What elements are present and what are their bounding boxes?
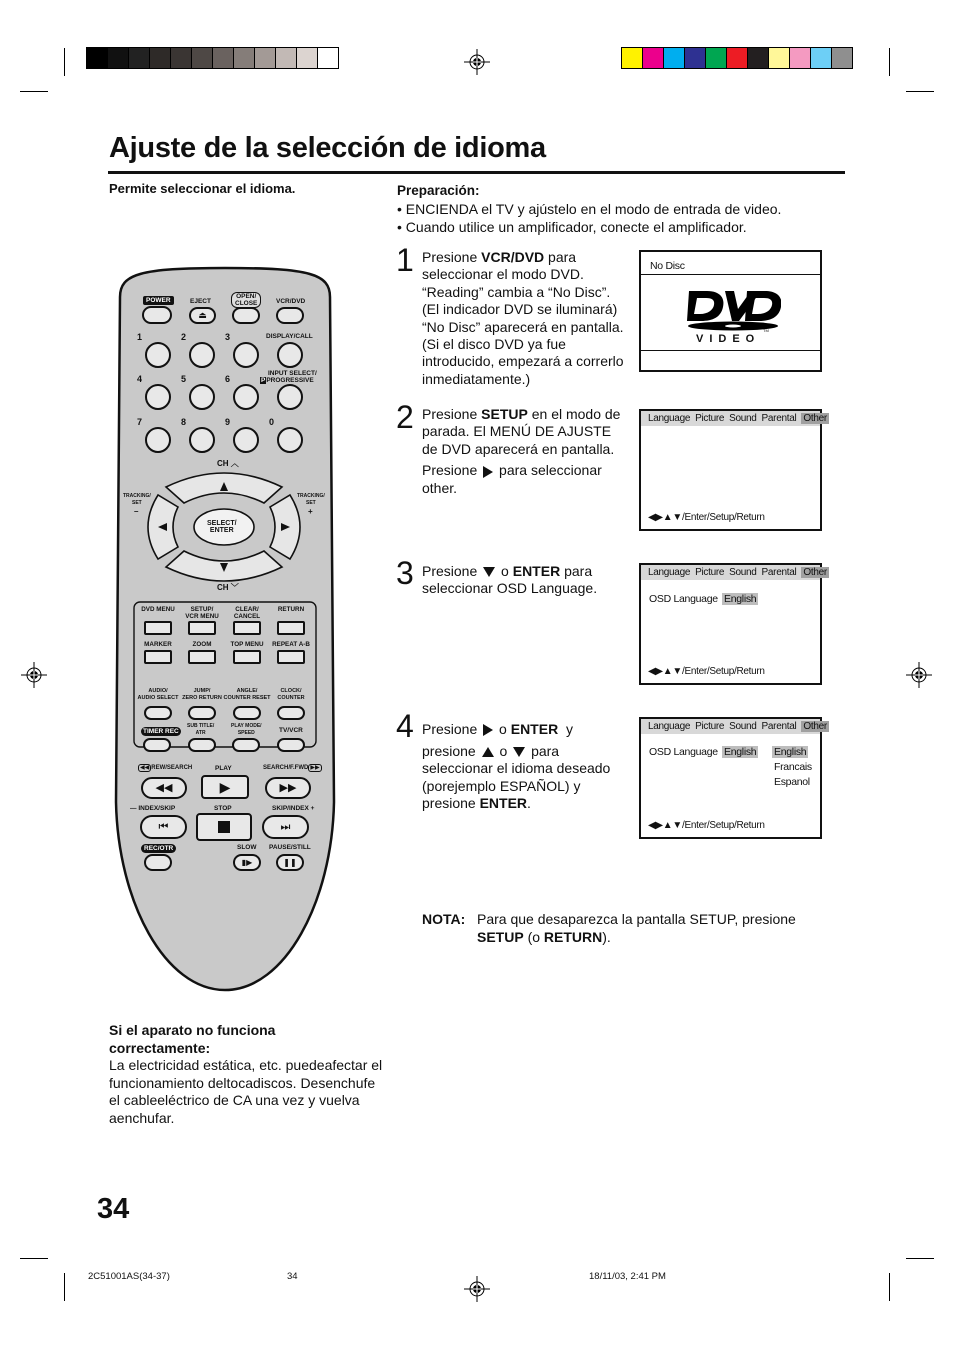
- nav-down-button[interactable]: [184, 560, 264, 580]
- label-text: TRACKING/ SET: [123, 493, 151, 506]
- crop-mark: [20, 1258, 48, 1259]
- footer-text: /Enter/Setup/Return: [681, 666, 765, 677]
- step-number: 2: [396, 399, 414, 435]
- panel-label: TOP MENU: [230, 641, 264, 648]
- label-text: SEARCH/F.FWD: [263, 765, 309, 771]
- slow-label: SLOW: [237, 844, 257, 851]
- eject-label: EJECT: [190, 298, 211, 305]
- crop-mark: [64, 48, 65, 76]
- digit-label: 7: [137, 417, 143, 427]
- key-label: ENTER: [512, 563, 561, 579]
- list-item: • Cuando utilice un amplificador, conecte el amplificador.: [397, 219, 781, 237]
- open-close-button[interactable]: [232, 307, 260, 324]
- color-swatch: [170, 47, 192, 69]
- select-enter-button[interactable]: [207, 520, 237, 534]
- tv-vcr-button[interactable]: [277, 738, 305, 752]
- rec-otr-button[interactable]: [144, 854, 172, 871]
- arrows-icon: ◀▶▲▼: [648, 820, 682, 831]
- step-text: Presione: [422, 249, 482, 265]
- fast-forward-button[interactable]: [265, 777, 311, 799]
- step-text: o: [499, 721, 507, 737]
- color-swatch: [296, 47, 318, 69]
- panel-button[interactable]: [277, 650, 305, 664]
- step-text: para seleccionar OSD Language.: [422, 563, 598, 597]
- digit-label: 6: [225, 374, 231, 384]
- digit-button[interactable]: [277, 427, 303, 453]
- note-text-3: ).: [602, 928, 611, 945]
- digit-button[interactable]: [233, 342, 259, 368]
- preparation-heading: Preparación:: [397, 183, 480, 198]
- trouble-section: [109, 1022, 389, 1127]
- index-skip-label: [130, 805, 175, 812]
- label-text: SUB TITLE/ ATR: [187, 723, 215, 736]
- note: [422, 911, 817, 946]
- eject-icon: ⏏: [198, 310, 207, 320]
- divider: [641, 350, 820, 351]
- step-text: .: [527, 795, 531, 812]
- function-round-button[interactable]: [277, 384, 303, 410]
- tv-vcr-label: TV/VCR: [279, 727, 303, 734]
- osd-language-value: English: [724, 746, 757, 758]
- color-swatch: [212, 47, 234, 69]
- tracking-minus-label: –: [134, 507, 139, 516]
- tab-other: Other: [803, 567, 827, 578]
- play-button[interactable]: [201, 775, 249, 799]
- pause-icon: ❚❚: [283, 858, 297, 867]
- screen-footer: [648, 820, 765, 831]
- pause-still-label: PAUSE/STILL: [269, 844, 311, 851]
- panel-button[interactable]: [277, 706, 305, 720]
- step-text: para seleccionar other.: [422, 462, 602, 496]
- option-english: English: [774, 746, 807, 758]
- color-swatch: [768, 47, 790, 69]
- play-mode-label: [231, 723, 262, 737]
- stop-icon: [218, 821, 230, 833]
- panel-button[interactable]: [188, 621, 216, 635]
- panel-label: ANGLE/ COUNTER RESET: [223, 688, 271, 701]
- pause-button[interactable]: [276, 854, 304, 871]
- step-text: y: [565, 721, 573, 737]
- step-number: 1: [396, 242, 414, 278]
- ffwd-badge-icon: ▶▶: [310, 765, 320, 771]
- grayscale-bar: [86, 47, 338, 69]
- panel-label: DVD MENU: [141, 606, 175, 613]
- tab-language: Language: [648, 721, 691, 732]
- panel-button[interactable]: [233, 706, 261, 720]
- rewind-icon: ◀◀: [155, 782, 173, 794]
- key-label: SETUP: [481, 406, 528, 422]
- panel-button[interactable]: [277, 621, 305, 635]
- key-label: ENTER: [510, 721, 559, 737]
- crop-mark: [906, 1258, 934, 1259]
- key-label: RETURN: [543, 928, 603, 945]
- color-swatch: [317, 47, 339, 69]
- skip-forward-icon: ⏭: [280, 821, 291, 833]
- minus-icon: —: [130, 805, 137, 812]
- nav-right-button[interactable]: [280, 502, 302, 552]
- menu-bar: [641, 411, 827, 426]
- lead-text: Permite seleccionar el idioma.: [109, 181, 296, 196]
- note-text-1: Para que desaparezca la pantalla SETUP, presione: [477, 911, 796, 927]
- osd-language-label: OSD Language: [649, 593, 718, 605]
- rewind-badge-icon: ◀◀: [140, 765, 150, 771]
- up-arrow-icon: [482, 747, 494, 757]
- tab-language: Language: [648, 567, 691, 578]
- panel-button[interactable]: [188, 650, 216, 664]
- panel-button[interactable]: [188, 706, 216, 720]
- label-text: PLAY MODE/ SPEED: [231, 723, 262, 736]
- tab-sound: Sound: [729, 567, 757, 578]
- color-swatch: [642, 47, 664, 69]
- ch-down-label: [217, 584, 239, 591]
- rew-search-label: [138, 765, 192, 772]
- digit-label: 8: [181, 417, 187, 427]
- skip-back-button[interactable]: [140, 815, 187, 839]
- slow-button[interactable]: [233, 854, 261, 871]
- tab-parental: Parental: [761, 413, 797, 424]
- panel-button[interactable]: [144, 621, 172, 635]
- step-text: Presione: [422, 406, 482, 422]
- input-select-label: INPUT SELECT/: [268, 370, 317, 377]
- trouble-text: La electricidad estática, etc. puedeafectar el funcionamiento deltocadiscos. Desenchufe el cableeléctrico de CA una vez y vuelva aenchufar.: [109, 1057, 383, 1126]
- subtitle-label: [187, 723, 214, 737]
- remote-control: [110, 262, 340, 994]
- label-text: REW/SEARCH: [151, 765, 193, 771]
- panel-button[interactable]: [144, 650, 172, 664]
- down-arrow-icon: [483, 567, 495, 577]
- tab-other: Other: [803, 721, 827, 732]
- screen-footer: [648, 666, 765, 677]
- function-round-button[interactable]: [277, 342, 303, 368]
- preparation-list: [397, 201, 781, 236]
- play-label: PLAY: [215, 765, 232, 772]
- label-text: CH: [217, 459, 229, 468]
- tab-picture: Picture: [695, 721, 725, 732]
- crop-mark: [889, 1273, 890, 1301]
- digit-label: 9: [225, 417, 231, 427]
- progressive-label: [260, 377, 314, 384]
- ch-up-label: [217, 460, 239, 467]
- chevron-down-icon: ﹀: [230, 583, 239, 592]
- tab-picture: Picture: [695, 413, 725, 424]
- step-2-sub: [422, 462, 627, 497]
- tab-parental: Parental: [761, 721, 797, 732]
- label-text: SKIP/INDEX: [272, 805, 309, 812]
- crop-mark: [64, 1273, 65, 1301]
- panel-button[interactable]: [233, 650, 261, 664]
- p-badge: P: [261, 377, 266, 384]
- tab-sound: Sound: [729, 721, 757, 732]
- vcr-dvd-label: VCR/DVD: [276, 298, 306, 305]
- step-number: 4: [396, 708, 414, 744]
- color-swatch: [621, 47, 643, 69]
- tab-parental: Parental: [761, 567, 797, 578]
- nav-left-button[interactable]: [146, 502, 168, 552]
- registration-mark-icon: [21, 662, 47, 688]
- timer-rec-label: TIMER REC: [143, 728, 179, 735]
- panel-label: RETURN: [277, 606, 305, 613]
- list-item: • ENCIENDA el TV y ajústelo en el modo de entrada de video.: [397, 201, 781, 219]
- right-arrow-icon: [483, 466, 493, 478]
- color-swatch: [191, 47, 213, 69]
- panel-button[interactable]: [233, 621, 261, 635]
- panel-label: CLOCK/ COUNTER: [277, 688, 305, 701]
- label-text: INDEX/SKIP: [138, 805, 176, 812]
- digit-button[interactable]: [189, 342, 215, 368]
- stop-button[interactable]: [196, 813, 252, 841]
- color-swatch: [254, 47, 276, 69]
- footer-text: /Enter/Setup/Return: [681, 512, 765, 523]
- footer-code: 2C51001AS(34-37): [88, 1271, 170, 1282]
- key-label: VCR/DVD: [481, 249, 545, 265]
- skip-index-label: [272, 805, 314, 812]
- registration-mark-icon: [464, 1276, 490, 1302]
- color-swatch: [275, 47, 297, 69]
- note-label: NOTA:: [422, 911, 466, 927]
- arrows-icon: ◀▶▲▼: [648, 666, 682, 677]
- registration-mark-icon: [906, 662, 932, 688]
- panel-label: REPEAT A-B: [272, 641, 310, 648]
- digit-button[interactable]: [189, 384, 215, 410]
- crop-mark: [906, 91, 934, 92]
- title-rule: [108, 171, 845, 174]
- footer-date: 18/11/03, 2:41 PM: [589, 1271, 666, 1282]
- skip-back-icon: ⏮: [158, 821, 169, 833]
- eject-button[interactable]: [189, 307, 216, 324]
- step-3-text: [422, 563, 627, 598]
- color-bar: [621, 47, 852, 69]
- skip-forward-button[interactable]: [262, 815, 309, 839]
- status-text: No Disc: [650, 260, 685, 272]
- color-swatch: [705, 47, 727, 69]
- power-button[interactable]: [142, 306, 172, 324]
- color-swatch: [233, 47, 255, 69]
- step-text: Presione: [422, 462, 478, 479]
- panel-button[interactable]: [144, 706, 172, 720]
- digit-button[interactable]: [233, 427, 259, 453]
- color-swatch: [107, 47, 129, 69]
- play-mode-button[interactable]: [232, 738, 260, 752]
- note-text: [477, 911, 817, 946]
- tracking-plus-label: +: [308, 507, 313, 516]
- digit-label: 0: [269, 417, 275, 427]
- digit-button[interactable]: [233, 384, 259, 410]
- rewind-button[interactable]: [141, 777, 187, 799]
- digit-label: 4: [137, 374, 143, 384]
- timer-rec-button[interactable]: [143, 738, 171, 752]
- menu-bar: [641, 719, 827, 734]
- trouble-heading: Si el aparato no funciona correctamente:: [109, 1022, 276, 1056]
- panel-label: JUMP/ ZERO RETURN: [182, 688, 222, 701]
- tab-picture: Picture: [695, 567, 725, 578]
- step-1-text: [422, 249, 627, 388]
- option-francais: Francais: [774, 761, 812, 773]
- page-title: Ajuste de la selección de idioma: [109, 132, 546, 164]
- registration-mark-icon: [464, 49, 490, 75]
- nav-up-button[interactable]: [184, 474, 264, 494]
- power-label: POWER: [143, 296, 174, 305]
- setup-menu-screen: [639, 409, 827, 531]
- step-number: 3: [396, 555, 414, 591]
- option-espanol: Espanol: [774, 776, 810, 788]
- color-swatch: [810, 47, 832, 69]
- step-text: o: [499, 742, 508, 759]
- color-swatch: [663, 47, 685, 69]
- panel-label: MARKER: [144, 641, 172, 648]
- label-text: TRACKING/ SET: [297, 493, 325, 506]
- footer-page: 34: [287, 1271, 298, 1282]
- digit-label: 3: [225, 332, 231, 342]
- open-close-label: [231, 292, 261, 308]
- note-text-2: (o: [523, 928, 544, 945]
- display-call-label: DISPLAY/CALL: [266, 333, 313, 340]
- right-arrow-icon: [483, 724, 493, 736]
- osd-language-value: English: [724, 593, 757, 605]
- label-text: PROGRESSIVE: [266, 377, 314, 384]
- rec-otr-label: REC/OTR: [141, 844, 176, 853]
- dvd-video-text: VIDEO: [696, 333, 761, 345]
- crop-mark: [20, 91, 48, 92]
- fast-forward-icon: ▶▶: [279, 782, 297, 794]
- step-text: presione: [422, 742, 476, 759]
- step-text: o: [501, 563, 509, 579]
- digit-button[interactable]: [145, 342, 171, 368]
- play-icon: ▶: [219, 779, 231, 795]
- label-text: OPEN/ CLOSE: [235, 293, 258, 307]
- tab-language: Language: [648, 413, 691, 424]
- arrows-icon: ◀▶▲▼: [648, 512, 682, 523]
- color-swatch: [149, 47, 171, 69]
- step-text: en el modo de parada. El MENÚ DE AJUSTE de DVD aparecerá en pantalla.: [422, 406, 621, 457]
- panel-label: AUDIO/ AUDIO SELECT: [137, 688, 179, 701]
- trademark-text: TM: [763, 328, 769, 333]
- digit-button[interactable]: [145, 384, 171, 410]
- slow-icon: ▮▶: [241, 858, 253, 867]
- tab-sound: Sound: [729, 413, 757, 424]
- key-label: ENTER: [479, 795, 528, 812]
- divider: [641, 274, 820, 275]
- osd-language-screen: [639, 563, 827, 685]
- step-text: Presione: [422, 721, 478, 737]
- footer-text: /Enter/Setup/Return: [681, 820, 765, 831]
- label-text: CH: [217, 583, 229, 592]
- step-text: para seleccionar el modo DVD. “Reading” cambia a “No Disc”. (El indicador DVD se iluminará) “No Disc” aparecerá en pantalla. (Si el disco DVD ya fue introducido, empezará a correrlo inmediatamente.): [422, 249, 624, 387]
- tab-other: Other: [803, 413, 827, 424]
- osd-language-label: OSD Language: [649, 746, 718, 758]
- step-2-text: [422, 406, 627, 497]
- digit-label: 1: [137, 332, 143, 342]
- subtitle-button[interactable]: [188, 738, 216, 752]
- digit-label: 5: [181, 374, 187, 384]
- key-label: SETUP: [477, 928, 524, 945]
- no-disc-screen: [639, 250, 822, 372]
- color-swatch: [789, 47, 811, 69]
- vcr-dvd-button[interactable]: [276, 307, 304, 324]
- color-swatch: [831, 47, 853, 69]
- crop-mark: [889, 48, 890, 76]
- page-number: 34: [97, 1193, 130, 1225]
- chevron-up-icon: ︿: [230, 459, 239, 468]
- color-swatch: [684, 47, 706, 69]
- color-swatch: [128, 47, 150, 69]
- label-text: SELECT/ ENTER: [207, 520, 237, 534]
- menu-bar: [641, 565, 827, 580]
- down-arrow-icon: [513, 747, 525, 757]
- color-swatch: [747, 47, 769, 69]
- digit-button[interactable]: [145, 427, 171, 453]
- language-select-screen: [639, 717, 827, 839]
- screen-footer: [648, 512, 765, 523]
- digit-label: 2: [181, 332, 187, 342]
- color-swatch: [86, 47, 108, 69]
- stop-label: STOP: [214, 805, 232, 812]
- step-text: Presione: [422, 563, 478, 579]
- step-text: para seleccionar el idioma deseado (porejemplo ESPAÑOL) y presione: [422, 742, 611, 812]
- panel-label: ZOOM: [192, 641, 212, 648]
- search-ffwd-label: [263, 765, 322, 772]
- digit-button[interactable]: [189, 427, 215, 453]
- step-4-text: [422, 721, 627, 813]
- plus-icon: +: [310, 805, 315, 812]
- color-swatch: [726, 47, 748, 69]
- panel-label: CLEAR/ CANCEL: [233, 606, 261, 620]
- panel-label: SETUP/ VCR MENU: [185, 606, 219, 620]
